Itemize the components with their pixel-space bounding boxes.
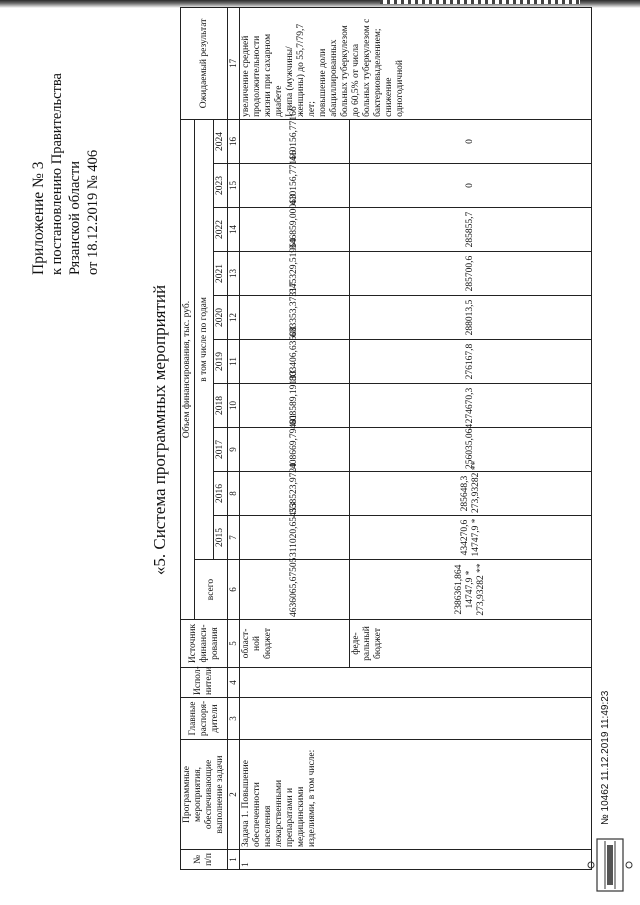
program-measures-table [180,7,592,870]
regional-value: 803406,63508 [240,340,350,384]
column-index: 11 [228,340,240,384]
column-index: 5 [228,620,240,668]
header-year: 2020 [214,296,228,340]
managers-cell [240,698,592,740]
federal-value: 256035,064 [350,428,592,472]
column-index: 10 [228,384,240,428]
regional-value: 345329,51964 [240,252,350,296]
header-year: 2018 [214,384,228,428]
column-index: 4 [228,668,240,698]
column-index: 16 [228,119,240,163]
header-num: № п/п [181,850,228,870]
header-by-years: в том числе по годам [195,119,214,559]
section-title: «5. Система программных мероприятий [150,284,169,576]
header-managers: Главные распоря- дители [181,698,228,740]
task-description: Задача 1. Повышение обеспеченности населения лекарственными препаратами и медицинскими изделиями, в том числе: [240,740,592,850]
source-federal: феде- ральный бюджет [350,620,592,668]
column-index: 15 [228,164,240,208]
federal-value: 288013,5 [350,296,592,340]
header-financing: Объем финансирования, тыс. руб. [181,119,195,619]
column-index: 6 [228,560,240,620]
federal-value: 0 [350,119,592,163]
column-index: 13 [228,252,240,296]
appendix-line-2: Рязанской области [67,161,83,275]
regional-value: 311020,65453 [240,516,350,560]
header-source: Источник финанси- рования [181,620,228,668]
federal-value: 276167,8 [350,340,592,384]
federal-value: 434270,6 14747,9 * [350,516,592,560]
registration-number: № 10462 11.12.2019 11:49:23 [600,690,611,825]
header-year: 2019 [214,340,228,384]
column-index: 8 [228,472,240,516]
federal-value: 285855,7 [350,208,592,252]
regional-value: 408669,79481 [240,428,350,472]
header-executors: Испол- нители [181,668,228,698]
appendix-number: Приложение № 3 [30,161,47,275]
expected-result: увеличение средней продолжительности жизни при сахарном диабете I типа (мужчины/ женщины) до 55,7/79,7 лет; повышение доли абациллированных больных туберкулезом до 60,5% от числа больных туберкулезом с бактериовыделением; снижение одногодичной [240,7,592,119]
regional-total: 4636065,67505 [240,560,350,620]
header-year: 2017 [214,428,228,472]
federal-value: 274670,3 [350,384,592,428]
regional-value: 608589,19133 [240,384,350,428]
header-total: всего [195,560,228,620]
header-year: 2015 [214,516,228,560]
source-regional: област- ной бюджет [240,620,350,668]
header-result: Ожидаемый результат [181,7,228,119]
header-year: 2016 [214,472,228,516]
regional-value: 410156,77166 [240,164,350,208]
column-index-row [228,7,240,869]
column-index: 9 [228,428,240,472]
header-year: 2023 [214,164,228,208]
registration-stamp-icon [585,835,635,895]
regional-value: 358523,9724 [240,472,350,516]
federal-total: 2386361,864 14747,9 * 273,93282 ** [350,560,592,620]
header-year: 2024 [214,119,228,163]
appendix-line-1: к постановлению Правительства [49,73,65,275]
column-index: 14 [228,208,240,252]
executors-cell [240,668,592,698]
table-row-regional [240,7,350,869]
header-program: Программные мероприятия, обеспечивающие выполнение задачи [181,740,228,850]
federal-value: 0 [350,164,592,208]
row-number: 1 [240,850,592,870]
header-year: 2021 [214,252,228,296]
regional-value: 633353,37317 [240,296,350,340]
federal-value: 285648,3 273,93282 ** [350,472,592,516]
regional-value: 346859,00063 [240,208,350,252]
column-index: 1 [228,850,240,870]
federal-value: 285700,6 [350,252,592,296]
column-index: 12 [228,296,240,340]
regional-value: 410156,77166 [240,119,350,163]
column-index: 2 [228,740,240,850]
appendix-block [30,15,102,275]
appendix-line-3: от 18.12.2019 № 406 [85,149,101,275]
column-index: 17 [228,7,240,119]
column-index: 3 [228,698,240,740]
column-index: 7 [228,516,240,560]
header-year: 2022 [214,208,228,252]
